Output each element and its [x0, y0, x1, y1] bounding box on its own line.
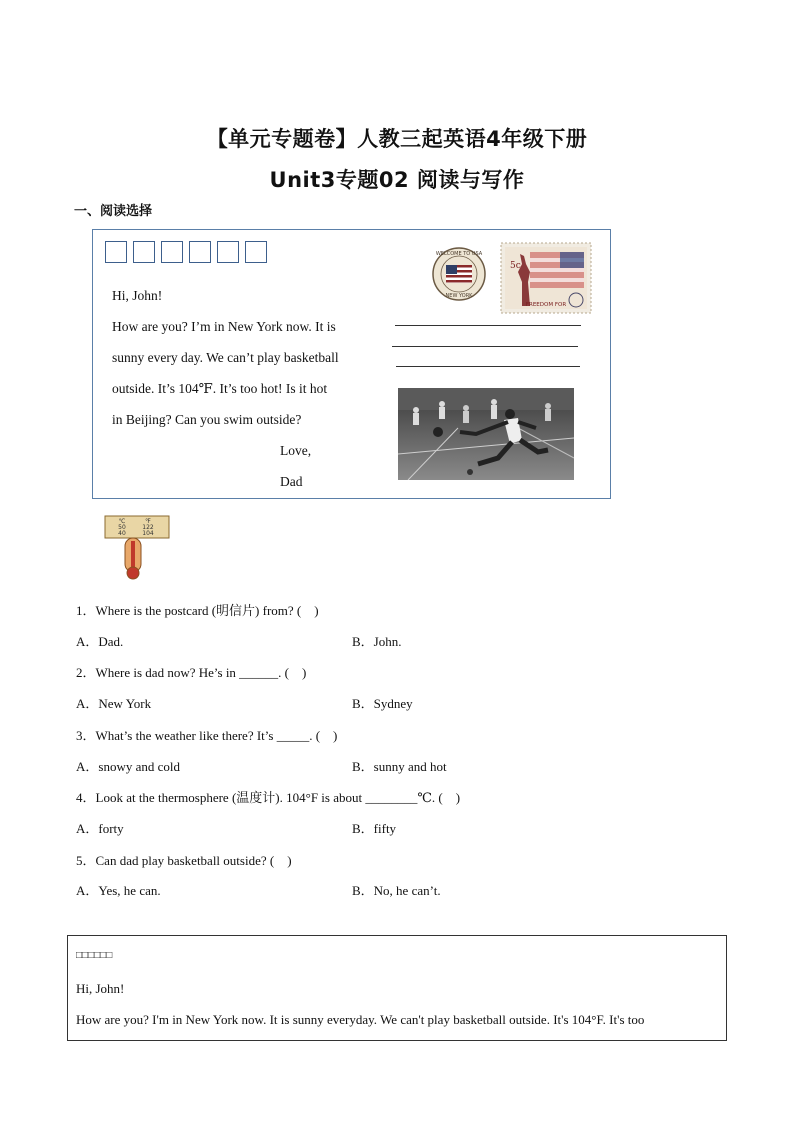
question-3: 3．What’s the weather like there? It’s _____. ( ) [76, 728, 338, 743]
question-2: 2．Where is dad now? He’s in ______. ( ) [76, 665, 307, 680]
address-line [392, 346, 578, 347]
stamp-text: FREEDOM FOR [525, 302, 567, 308]
postcard [92, 229, 611, 499]
option-a: A．Dad. [76, 634, 124, 649]
document-subtitle: Unit3专题02 阅读与写作 [269, 168, 525, 192]
letter-closing: Love, [280, 443, 312, 458]
thermometer-picture [104, 515, 170, 581]
postcode-box [133, 241, 155, 263]
thermometer-value: 122 [142, 524, 154, 531]
option-b: B．John. [352, 634, 402, 649]
letter-line: in Beijing? Can you swim outside? [112, 412, 302, 427]
stamp-text: 5c [510, 261, 521, 271]
letter-line: outside. It’s 104℉. It’s too hot! Is it hot [112, 381, 328, 396]
postcode-box [161, 241, 183, 263]
answer-line: How are you? I'm in New York now. It is sunny everyday. We can't play basketball outside. It's 104°F. It's too [76, 1012, 645, 1027]
thermometer-value: 50 [118, 524, 126, 531]
answer-heading: □□□□□□ [76, 950, 113, 961]
postcode-box [217, 241, 239, 263]
option-b: B．sunny and hot [352, 759, 447, 774]
letter-line: sunny every day. We can’t play basketball [112, 350, 339, 365]
basketball-photo [398, 388, 574, 480]
section-title: 一、阅读选择 [74, 204, 153, 219]
address-line [396, 366, 580, 367]
option-a: A．forty [76, 821, 124, 836]
option-a: A．New York [76, 696, 152, 711]
option-b: B．fifty [352, 821, 397, 836]
option-b: B．No, he can’t. [352, 883, 441, 898]
question-4: 4．Look at the thermosphere (温度计). 104°F is about ________℃. ( ) [76, 790, 461, 805]
stamp-text: WELCOME TO USA [435, 251, 483, 257]
letter-line: How are you? I’m in New York now. It is [112, 319, 336, 334]
answer-box [67, 935, 727, 1041]
question-5: 5．Can dad play basketball outside? ( ) [76, 853, 292, 868]
postcode-box [245, 241, 267, 263]
thermometer-value: 104 [142, 530, 154, 537]
option-b: B．Sydney [352, 696, 413, 711]
postcode-box [189, 241, 211, 263]
question-1: 1．Where is the postcard (明信片) from? ( ) [76, 603, 319, 618]
statue-of-liberty-stamp-icon [500, 242, 592, 314]
option-a: A．Yes, he can. [76, 883, 161, 898]
thermometer-label: ℃ [118, 518, 126, 525]
thermometer-label: ℉ [145, 518, 151, 525]
answer-line: Hi, John! [76, 981, 125, 996]
letter-signature: Dad [280, 474, 303, 489]
stamp-text: NEW YORK [445, 293, 473, 299]
letter-greeting: Hi, John! [112, 288, 163, 303]
thermometer-value: 40 [118, 530, 126, 537]
document-title: 【单元专题卷】人教三起英语4年级下册 [206, 127, 588, 151]
postcode-box [105, 241, 127, 263]
usa-stamp-icon [431, 246, 487, 302]
address-line [395, 325, 581, 326]
option-a: A．snowy and cold [76, 759, 180, 774]
